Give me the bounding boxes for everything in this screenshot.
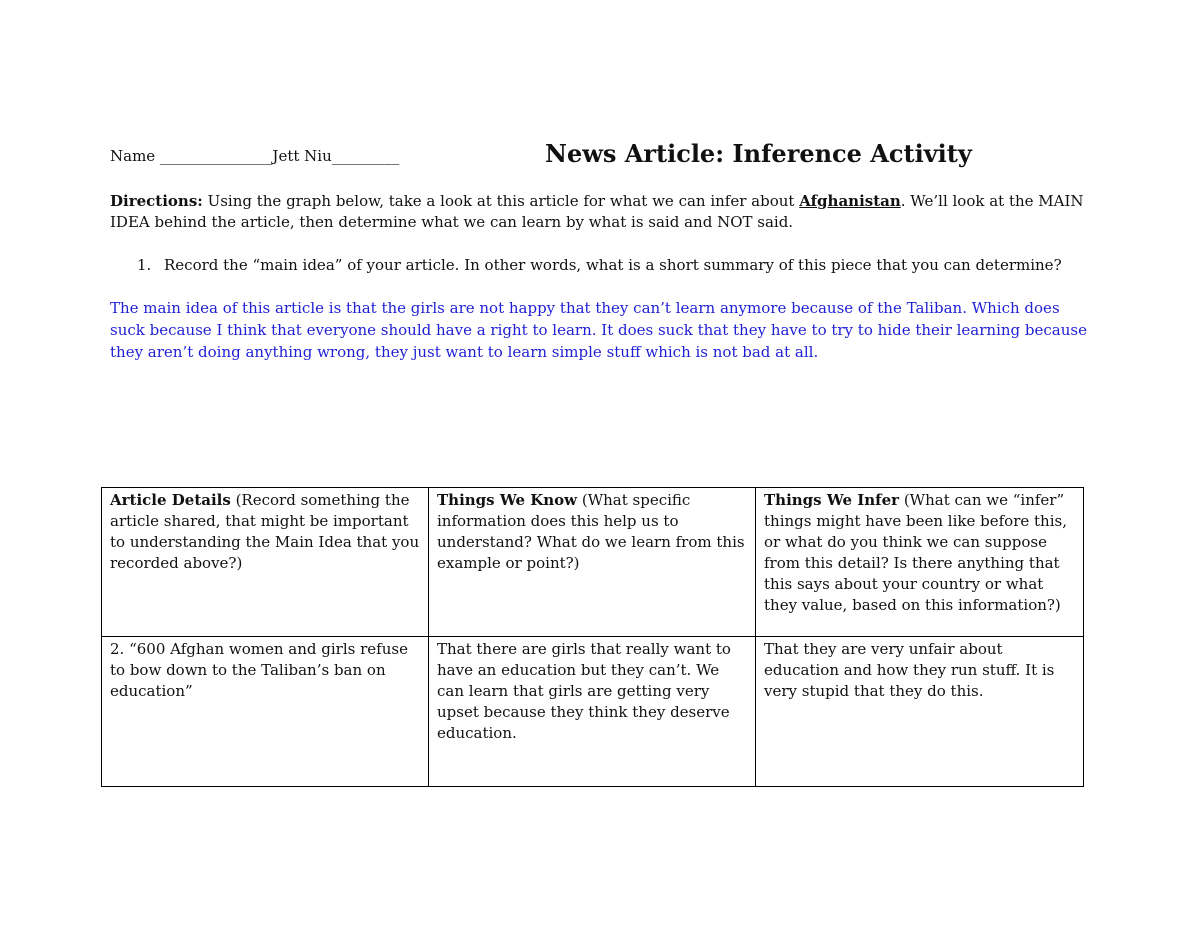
inference-table [101,487,1084,787]
header-article-details-title: Article Details [110,491,231,509]
table-row [102,637,1084,787]
cell-article-detail: 2. “600 Afghan women and girls refuse to bow down to the Taliban’s ban on education” [102,637,429,787]
question-text: Record the “main idea” of your article. In other words, what is a short summary of this piece that you can determine? [164,256,1062,274]
table-header-row [102,488,1084,637]
question-item [137,255,1087,276]
main-idea-answer: The main idea of this article is that the girls are not happy that they can’t learn anymore because of the Taliban. Which does suck because I think that everyone should have a right to learn. It does suck that they have to try to hide their learning because they aren’t doing anything wrong, they just want to learn simple stuff which is not bad at all. [110,299,1087,361]
cell-things-we-infer: That they are very unfair about education and how they run stuff. It is very stupid that they do this. [756,637,1084,787]
header-things-we-infer-desc: (What can we “infer” things might have been like before this, or what do you think we can suppose from this detail? Is there anything that this says about your country or what they value, based on this information?) [764,491,1067,614]
page-title: News Article: Inference Activity [545,139,972,168]
directions-paragraph [110,191,1095,233]
directions-text-after: . We’ll look at the MAIN IDEA behind the article, then determine what we can learn by what is said and NOT said. [110,192,1084,231]
header-things-we-know-desc: (What specific information does this help us to understand? What do we learn from this example or point?) [437,491,745,572]
header-things-we-infer [756,488,1084,637]
header-things-we-know-title: Things We Know [437,491,578,509]
directions-text-before: Using the graph below, take a look at this article for what we can infer about [202,192,800,210]
header-article-details [102,488,429,637]
header-things-we-know [429,488,756,637]
directions-highlight: Afghanistan [799,192,901,210]
directions-label: Directions: [110,192,203,210]
header-article-details-desc: (Record something the article shared, that might be important to understanding the Main Idea that you recorded above?) [110,491,420,572]
cell-things-we-know: That there are girls that really want to have an education but they can’t. We can learn that girls are getting very upset because they think they deserve education. [429,637,756,787]
question-number: 1. [137,256,152,274]
name-line: Name _______________Jett Niu_________ [110,147,400,165]
header-things-we-infer-title: Things We Infer [764,491,900,509]
